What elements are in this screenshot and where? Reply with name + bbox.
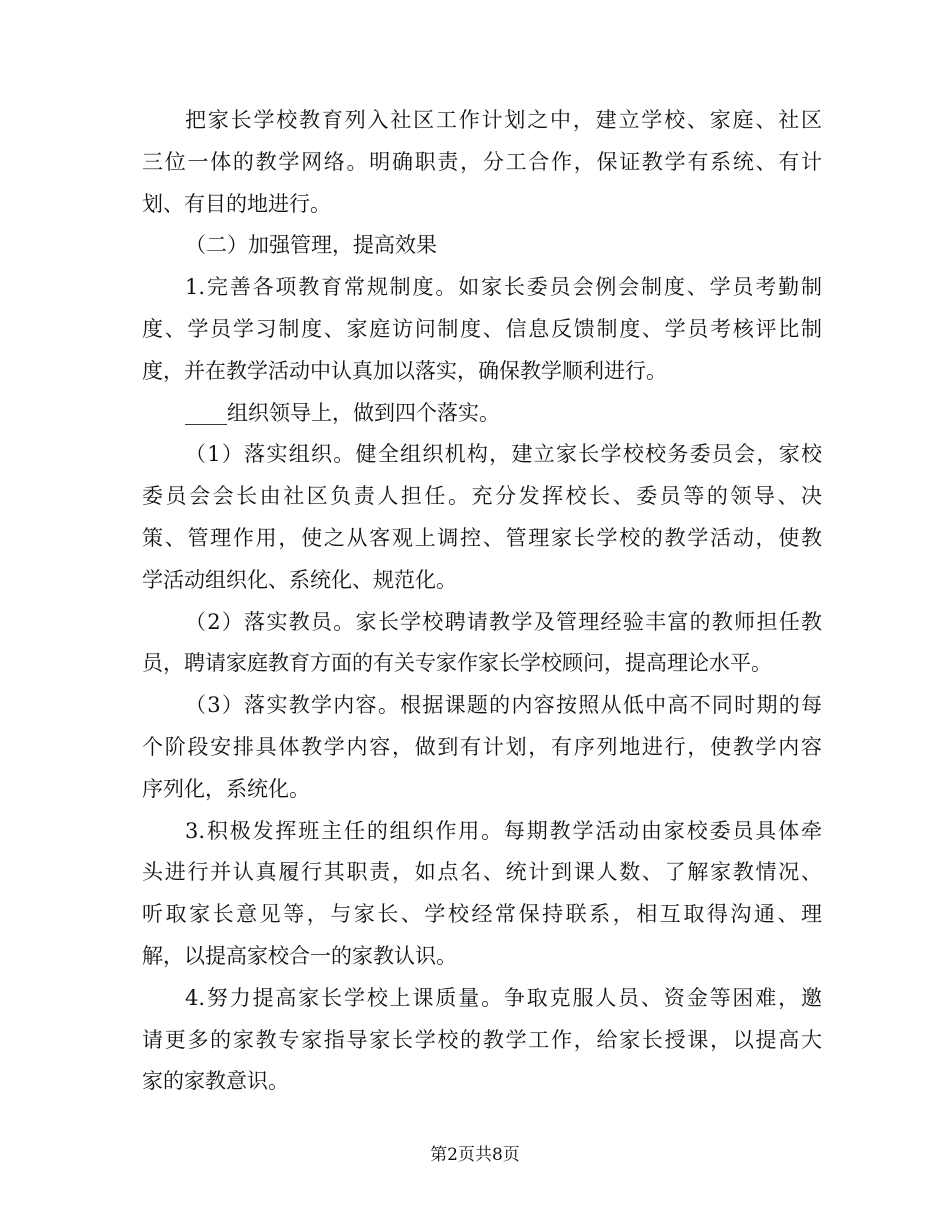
text-line: 学活动组织化、系统化、规范化。 (142, 568, 457, 592)
text-line: （2）落实教员。家长学校聘请教学及管理经验丰富的教师担任教 (185, 610, 822, 634)
text-line: 员，聘请家庭教育方面的有关专家作家长学校顾问，提高理论水平。 (142, 651, 772, 675)
text-line: 请更多的家教专家指导家长学校的教学工作，给家长授课，以提高大 (142, 1028, 822, 1052)
text-line: 把家长学校教育列入社区工作计划之中，建立学校、家庭、社区 (185, 108, 822, 132)
text-line: 度、学员学习制度、家庭访问制度、信息反馈制度、学员考核评比制 (142, 317, 822, 341)
text-line: 划、有目的地进行。 (142, 192, 331, 216)
text-line: 头进行并认真履行其职责，如点名、统计到课人数、了解家教情况、 (142, 860, 822, 884)
text-line: 策、管理作用，使之从客观上调控、管理家长学校的教学活动，使教 (142, 526, 822, 550)
text-line: （二）加强管理，提高效果 (185, 233, 437, 257)
text-line: 3.积极发挥班主任的组织作用。每期教学活动由家校委员具体牵 (185, 819, 822, 843)
text-line: 解，以提高家校合一的家教认识。 (142, 944, 457, 968)
text-line: 个阶段安排具体教学内容，做到有计划，有序列地进行，使教学内容 (142, 735, 822, 759)
text-line: 4.努力提高家长学校上课质量。争取克服人员、资金等困难，邀 (185, 986, 822, 1010)
text-line: 家的家教意识。 (142, 1069, 289, 1093)
page-footer: 第2页共8页 (430, 1145, 520, 1165)
text-line: 度，并在教学活动中认真加以落实，确保教学顺利进行。 (142, 359, 667, 383)
text-line: 序列化，系统化。 (142, 777, 310, 801)
text-line: 委员会会长由社区负责人担任。充分发挥校长、委员等的领导、决 (142, 484, 822, 508)
text-line: 三位一体的教学网络。明确职责，分工合作，保证教学有系统、有计 (142, 150, 822, 174)
text-line: （3）落实教学内容。根据课题的内容按照从低中高不同时期的每 (185, 693, 822, 717)
text-line: ____组织领导上，做到四个落实。 (185, 401, 500, 425)
text-line: 听取家长意见等，与家长、学校经常保持联系，相互取得沟通、理 (142, 902, 822, 926)
text-line: 1.完善各项教育常规制度。如家长委员会例会制度、学员考勤制 (185, 275, 822, 299)
text-line: （1）落实组织。健全组织机构，建立家长学校校务委员会，家校 (185, 442, 822, 466)
